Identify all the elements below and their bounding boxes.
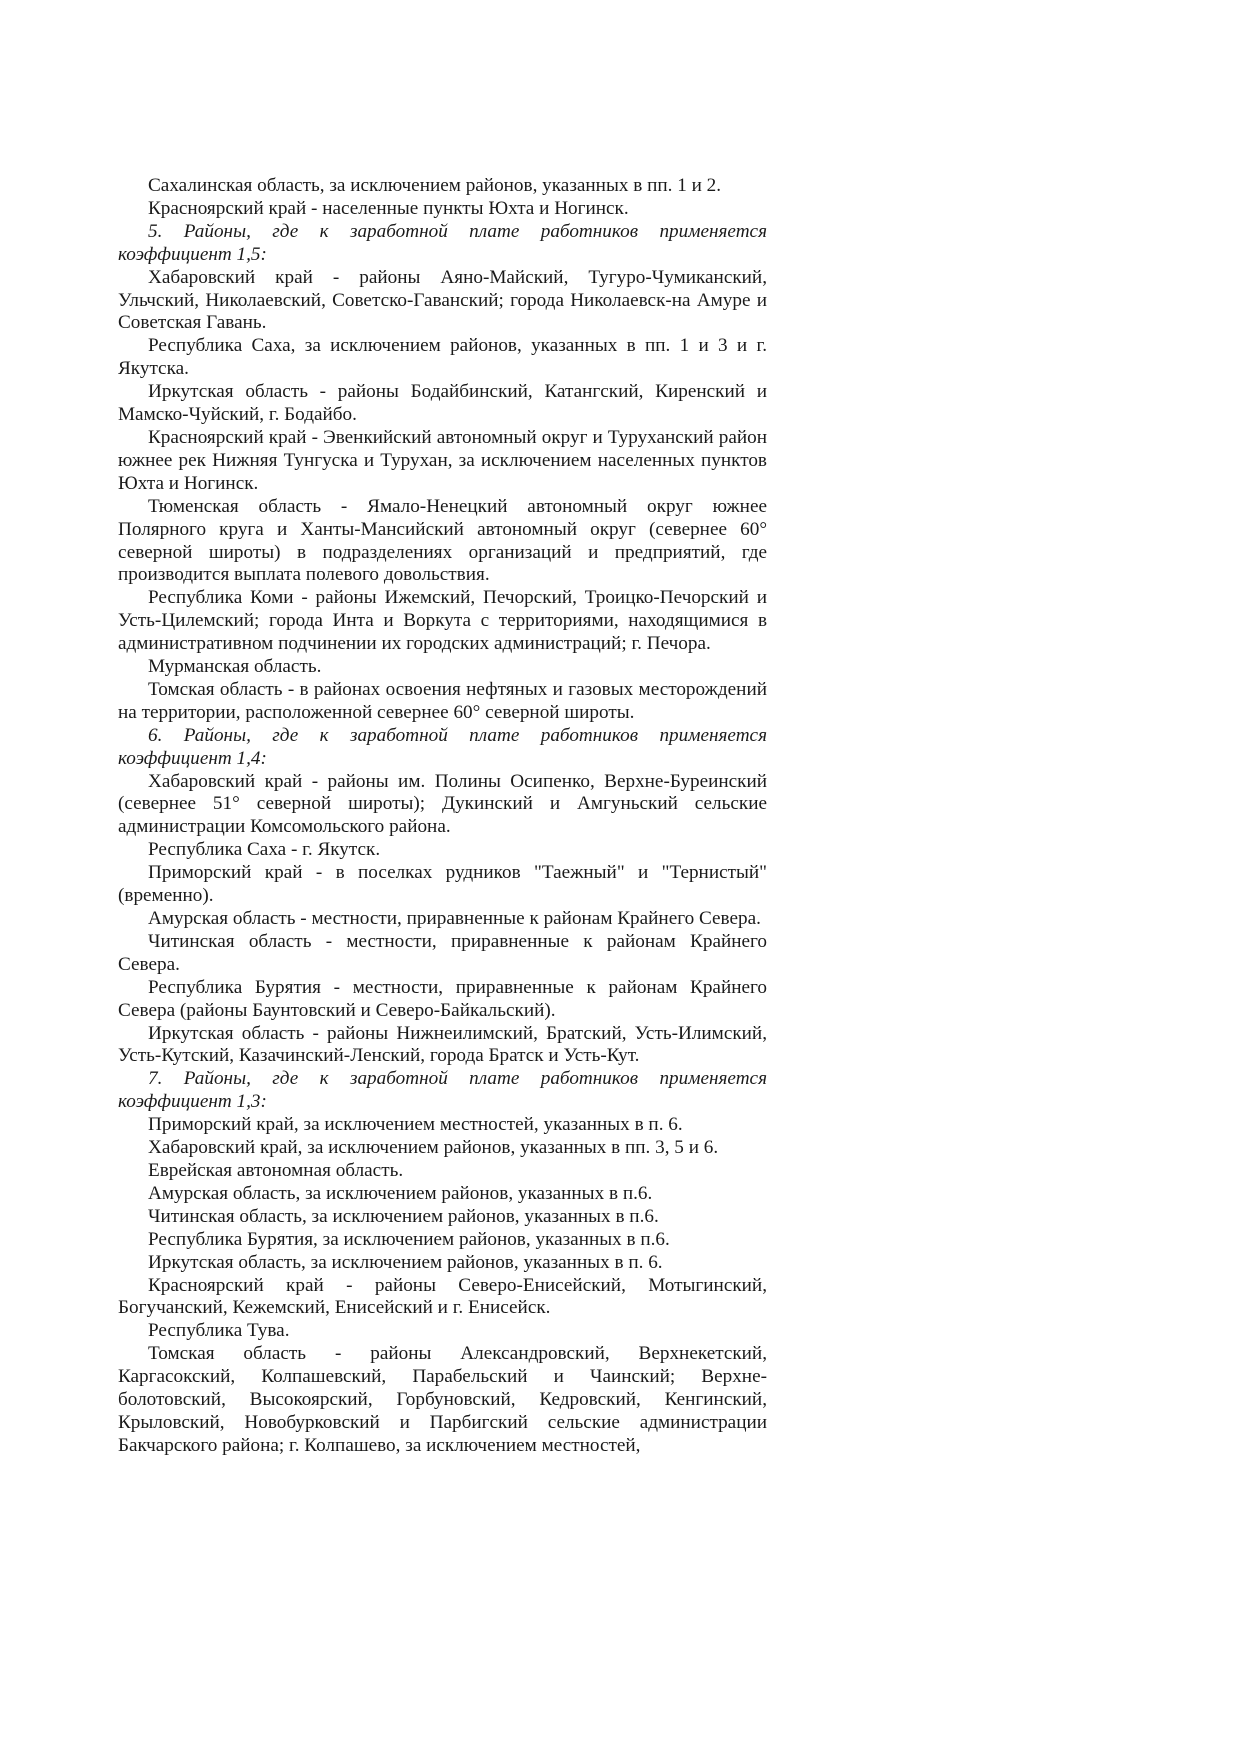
section-heading: 6. Районы, где к заработной плате работников применяется коэффициент 1,4:	[118, 724, 767, 769]
paragraph: Хабаровский край, за исключением районов, указанных в пп. 3, 5 и 6.	[148, 1137, 719, 1159]
paragraph: Республика Саха - г. Якутск.	[148, 839, 381, 861]
paragraph: Иркутская область, за исключением районов, указанных в п. 6.	[148, 1251, 663, 1273]
paragraph: Республика Тува.	[148, 1320, 290, 1342]
paragraph: Приморский край, за исключением местностей, указанных в п. 6.	[148, 1114, 683, 1136]
paragraph: Иркутская область - районы Бодайбинский, Катангский, Киренский и Мамско-Чуйский, г. Бодайбо.	[118, 381, 767, 426]
paragraph: Хабаровский край - районы Аяно-Майский, Тугуро-Чумиканский, Ульчский, Николаевский, Советско-Гаванский; города Николаевск-на Амуре и Советская Гавань.	[118, 266, 767, 334]
paragraph: Республика Коми - районы Ижемский, Печорский, Троицко-Печорский и Усть-Цилемский; города Инта и Воркута с территориями, находящимися в административном подчинении их городских администраций; г. Печора.	[118, 587, 767, 655]
paragraph: Мурманская область.	[148, 656, 322, 678]
paragraph: Красноярский край - населенные пункты Юхта и Ногинск.	[148, 197, 629, 219]
paragraph: Хабаровский край - районы им. Полины Осипенко, Верхне-Буреинский (севернее 51° северной широты); Дукинский и Амгуньский сельские администрации Комсомольского района.	[118, 770, 767, 838]
paragraph: Еврейская автономная область.	[148, 1159, 404, 1181]
paragraph: Республика Саха, за исключением районов, указанных в пп. 1 и 3 и г. Якутска.	[118, 335, 767, 380]
section-heading: 5. Районы, где к заработной плате работников применяется коэффициент 1,5:	[118, 220, 767, 265]
paragraph: Читинская область, за исключением районов, указанных в п.6.	[148, 1205, 659, 1227]
paragraph: Республика Бурятия - местности, приравненные к районам Крайнего Севера (районы Баунтовский и Северо-Байкальский).	[118, 976, 767, 1021]
paragraph: Амурская область - местности, приравненные к районам Крайнего Севера.	[148, 908, 761, 929]
paragraph: Амурская область, за исключением районов, указанных в п.6.	[148, 1182, 653, 1204]
paragraph: Читинская область - местности, приравненные к районам Крайнего Севера.	[118, 930, 767, 975]
paragraph: Иркутская область - районы Нижнеилимский, Братский, Усть-Илимский, Усть-Кутский, Казачинский-Ленский, города Братск и Усть-Кут.	[118, 1022, 767, 1067]
paragraph: Республика Бурятия, за исключением районов, указанных в п.6.	[148, 1228, 670, 1250]
document-body	[118, 175, 767, 1458]
paragraph: Томская область - районы Александровский, Верхнекетский, Каргасокский, Колпашевский, Парабельский и Чаинский; Верхне-болотовский, Высокоярский, Горбуновский, Кедровский, Кенгинский, Крыловский, Новобурковский и Парбигский сельские администрации Бакчарского района; г. Колпашево, за исключением местностей,	[118, 1343, 767, 1456]
paragraph: Тюменская область - Ямало-Ненецкий автономный округ южнее Полярного круга и Ханты-Мансийский автономный округ (севернее 60° северной широты) в подразделениях организаций и предприятий, где производится выплата полевого довольствия.	[118, 495, 767, 586]
paragraph: Сахалинская область, за исключением районов, указанных в пп. 1 и 2.	[148, 175, 722, 196]
paragraph: Красноярский край - Эвенкийский автономный округ и Туруханский район южнее рек Нижняя Тунгуска и Турухан, за исключением населенных пунктов Юхта и Ногинск.	[118, 426, 767, 494]
paragraph: Томская область - в районах освоения нефтяных и газовых месторождений на территории, расположенной севернее 60° северной широты.	[118, 678, 767, 723]
paragraph: Приморский край - в поселках рудников "Таежный" и "Тернистый" (временно).	[118, 862, 767, 907]
paragraph: Красноярский край - районы Северо-Енисейский, Мотыгинский, Богучанский, Кежемский, Енисейский и г. Енисейск.	[118, 1274, 767, 1319]
section-heading: 7. Районы, где к заработной плате работников применяется коэффициент 1,3:	[118, 1068, 767, 1113]
